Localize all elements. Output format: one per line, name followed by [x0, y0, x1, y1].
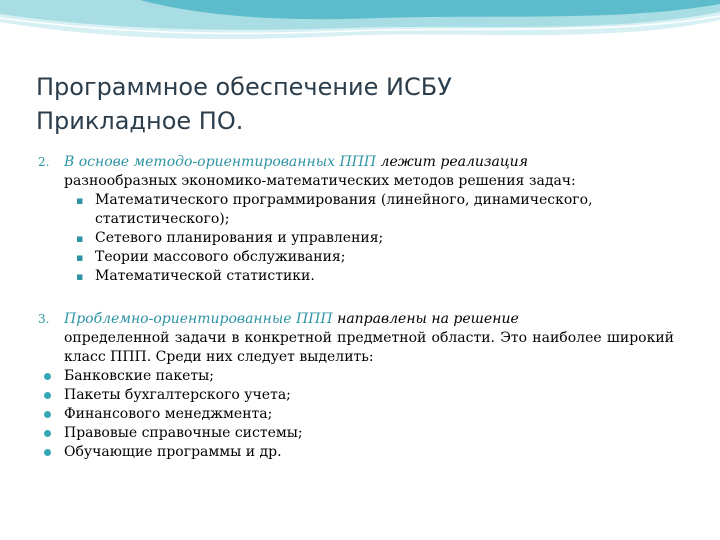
round-bullet-icon — [44, 449, 51, 456]
header-wave-decoration — [0, 0, 720, 70]
list-item — [38, 424, 674, 443]
list-item-text: Финансового менеджмента; — [64, 406, 273, 422]
list-item-text: Банковские пакеты; — [64, 368, 215, 384]
list-item-text: Правовые справочные системы; — [64, 425, 303, 441]
list-item-text: Обучающие программы и др. — [64, 444, 282, 460]
section-3-number: 3. — [38, 312, 50, 326]
round-bullet-icon — [44, 411, 51, 418]
list-item-text: Математического программирования (линейного, динамического, статистического); — [95, 192, 593, 227]
list-item — [38, 267, 674, 286]
square-bullet-icon: ▪ — [76, 251, 84, 264]
section-3-paragraph — [38, 310, 674, 367]
round-bullet-icon — [44, 430, 51, 437]
list-item — [38, 367, 674, 386]
section-2-continuation: разнообразных экономико-математических методов решения задач: — [64, 173, 576, 189]
list-item-text: Сетевого планирования и управления; — [95, 230, 384, 246]
title-line-1: Программное обеспечение ИСБУ — [36, 73, 452, 101]
section-2-highlight: В основе методо-ориентированных ППП — [64, 154, 377, 170]
square-bullet-icon: ▪ — [76, 232, 84, 245]
section-2-paragraph — [38, 153, 674, 191]
list-item — [38, 229, 674, 248]
section-3-lead-rest: направлены на решение — [332, 311, 519, 327]
section-spacer — [38, 286, 674, 310]
slide-title — [36, 70, 696, 138]
section-2-number: 2. — [38, 155, 50, 169]
square-bullet-icon: ▪ — [76, 270, 84, 283]
section-3-package-list — [38, 367, 674, 462]
section-2-lead-rest: лежит реализация — [376, 154, 528, 170]
list-item-text: Пакеты бухгалтерского учета; — [64, 387, 291, 403]
section-3-continuation: определенной задачи в конкретной предметной области. Это наиболее широкий класс ППП. Среди них следует выделить: — [64, 330, 674, 365]
section-2-method-list — [38, 191, 674, 286]
square-bullet-icon: ▪ — [76, 194, 84, 207]
list-item — [38, 405, 674, 424]
slide-body — [38, 153, 674, 462]
list-item — [38, 248, 674, 267]
section-3-highlight: Проблемно-ориентированные ППП — [64, 311, 333, 327]
list-item — [38, 386, 674, 405]
list-item — [38, 443, 674, 462]
list-item-text: Теории массового обслуживания; — [95, 249, 346, 265]
round-bullet-icon — [44, 373, 51, 380]
list-item-text: Математической статистики. — [95, 268, 315, 284]
title-line-2: Прикладное ПО. — [36, 107, 244, 135]
list-item — [38, 191, 674, 229]
round-bullet-icon — [44, 392, 51, 399]
